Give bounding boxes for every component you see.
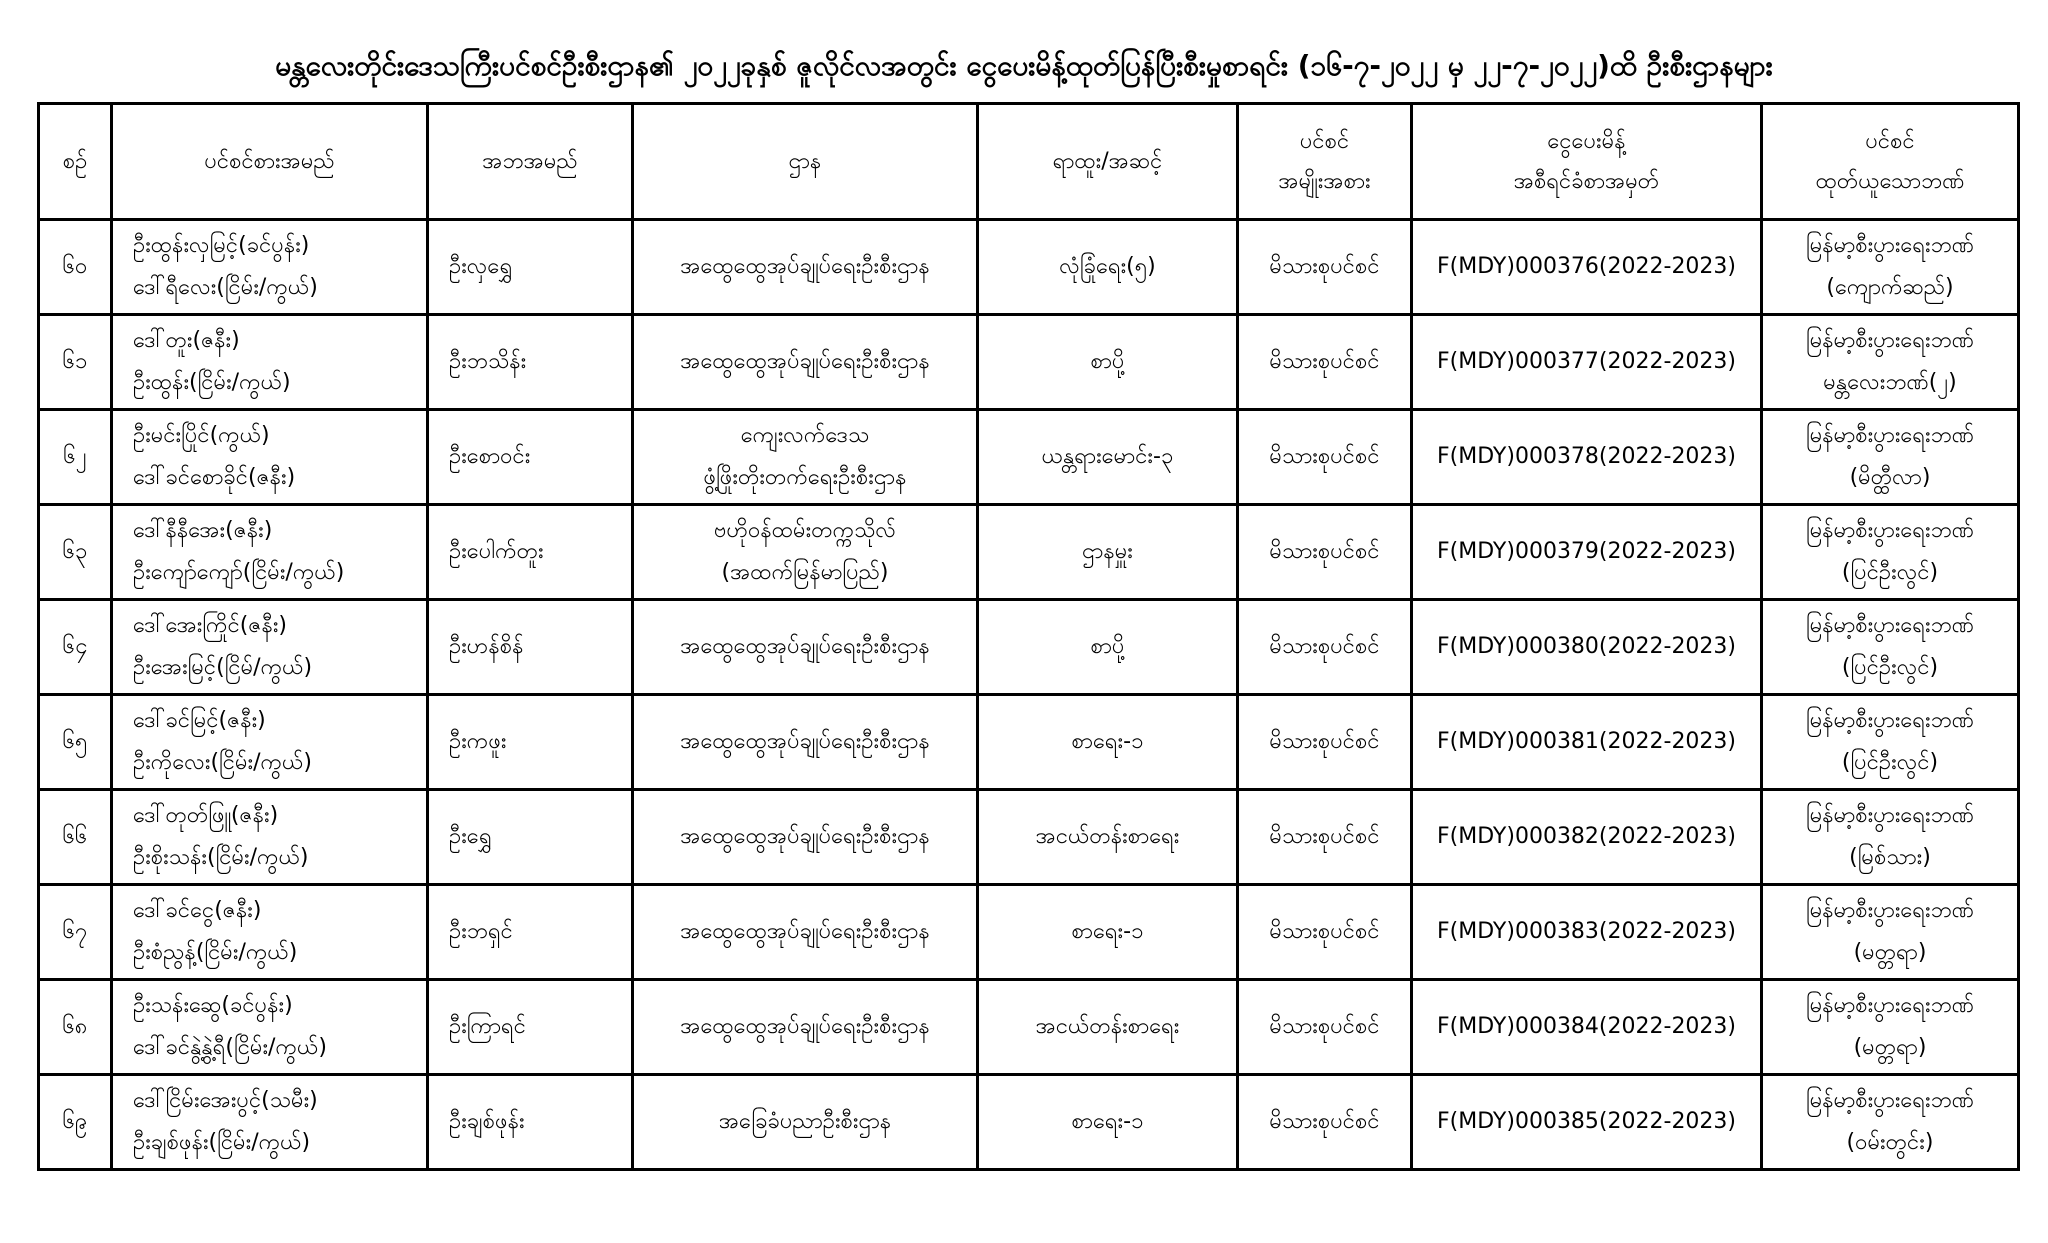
bank: မြန်မာ့စီးပွားရေးဘဏ် (ပြင်ဦးလွင်) (1762, 505, 2019, 600)
pension-type: မိသားစုပင်စင် (1238, 885, 1412, 980)
father-name: ဦးဘသိန်း (428, 315, 633, 410)
row-number: ၆၀ (39, 220, 112, 315)
pension-type: မိသားစုပင်စင် (1238, 695, 1412, 790)
order-number: F(MDY)000383(2022-2023) (1412, 885, 1762, 980)
row-number: ၆၅ (39, 695, 112, 790)
row-number: ၆၈ (39, 980, 112, 1075)
pensioner-name: ဒေါ်ခင်မြင့်(ဇနီး) ဦးကိုလေး(ငြိမ်း/ကွယ်) (112, 695, 428, 790)
bank: မြန်မာ့စီးပွားရေးဘဏ် မန္တလေးဘဏ်(၂) (1762, 315, 2019, 410)
pension-type: မိသားစုပင်စင် (1238, 1075, 1412, 1170)
department: အခြေခံပညာဦးစီးဌာန (633, 1075, 978, 1170)
bank: မြန်မာ့စီးပွားရေးဘဏ် (ကျောက်ဆည်) (1762, 220, 2019, 315)
pensioner-name: ဦးမင်းပြိုင်(ကွယ်) ဒေါ်ခင်စောခိုင်(ဇနီး) (112, 410, 428, 505)
pensioner-name: ဦးထွန်းလှမြင့်(ခင်ပွန်း) ဒေါ်ရီလေး(ငြိမ်း/ကွယ်) (112, 220, 428, 315)
header-rank: ရာထူး/အဆင့် (978, 104, 1238, 220)
rank: လုံခြုံရေး(၅) (978, 220, 1238, 315)
table-header-row (39, 104, 2019, 220)
rank: စာရေး-၁ (978, 885, 1238, 980)
father-name: ဦးရွှေ (428, 790, 633, 885)
pension-type: မိသားစုပင်စင် (1238, 315, 1412, 410)
order-number: F(MDY)000379(2022-2023) (1412, 505, 1762, 600)
pension-type: မိသားစုပင်စင် (1238, 220, 1412, 315)
row-number: ၆၂ (39, 410, 112, 505)
father-name: ဦးပေါက်တူး (428, 505, 633, 600)
bank: မြန်မာ့စီးပွားရေးဘဏ် (မတ္တရာ) (1762, 885, 2019, 980)
bank: မြန်မာ့စီးပွားရေးဘဏ် (မြစ်သား) (1762, 790, 2019, 885)
header-order-number: ငွေပေးမိန့် အစီရင်ခံစာအမှတ် (1412, 104, 1762, 220)
pension-type: မိသားစုပင်စင် (1238, 505, 1412, 600)
order-number: F(MDY)000382(2022-2023) (1412, 790, 1762, 885)
table-row (39, 1075, 2019, 1170)
row-number: ၆၄ (39, 600, 112, 695)
table-row (39, 505, 2019, 600)
table-row (39, 315, 2019, 410)
pension-type: မိသားစုပင်စင် (1238, 980, 1412, 1075)
order-number: F(MDY)000376(2022-2023) (1412, 220, 1762, 315)
father-name: ဦးစောဝင်း (428, 410, 633, 505)
rank: စာပို့ (978, 315, 1238, 410)
pensioner-name: ဒေါ်ခင်ငွေ(ဇနီး) ဦးစံညွန့်(ငြိမ်း/ကွယ်) (112, 885, 428, 980)
department: အထွေထွေအုပ်ချုပ်ရေးဦးစီးဌာန (633, 220, 978, 315)
row-number: ၆၁ (39, 315, 112, 410)
order-number: F(MDY)000378(2022-2023) (1412, 410, 1762, 505)
rank: အငယ်တန်းစာရေး (978, 790, 1238, 885)
page-title: မန္တလေးတိုင်းဒေသကြီးပင်စင်ဦးစီးဌာန၏ ၂၀၂၂ခုနှစ် ဇူလိုင်လအတွင်း ငွေပေးမိန့်ထုတ်ပြန်ပြီးစီးမှုစာရင်း (၁၆-၇-၂၀၂၂ မှ ၂၂-၇-၂၀၂၂)ထိ ဦးစီးဌာနများ (275, 49, 1773, 82)
order-number: F(MDY)000385(2022-2023) (1412, 1075, 1762, 1170)
department: ဗဟိုဝန်ထမ်းတက္ကသိုလ် (အထက်မြန်မာပြည်) (633, 505, 978, 600)
table-row (39, 790, 2019, 885)
bank: မြန်မာ့စီးပွားရေးဘဏ် (မတ္တရာ) (1762, 980, 2019, 1075)
rank: ဌာနမှူး (978, 505, 1238, 600)
order-number: F(MDY)000384(2022-2023) (1412, 980, 1762, 1075)
pension-order-table (37, 102, 2020, 1171)
row-number: ၆၉ (39, 1075, 112, 1170)
father-name: ဦးဘရှင် (428, 885, 633, 980)
header-pensioner: ပင်စင်စားအမည် (112, 104, 428, 220)
table-row (39, 695, 2019, 790)
department: အထွေထွေအုပ်ချုပ်ရေးဦးစီးဌာန (633, 600, 978, 695)
pensioner-name: ဒေါ်တူး(ဇနီး) ဦးထွန်း(ငြိမ်း/ကွယ်) (112, 315, 428, 410)
bank: မြန်မာ့စီးပွားရေးဘဏ် (ဝမ်းတွင်း) (1762, 1075, 2019, 1170)
order-number: F(MDY)000377(2022-2023) (1412, 315, 1762, 410)
table-row (39, 885, 2019, 980)
rank: စာရေး-၁ (978, 695, 1238, 790)
department: ကျေးလက်ဒေသ ဖွံ့ဖြိုးတိုးတက်ရေးဦးစီးဌာန (633, 410, 978, 505)
father-name: ဦးဟန်စိန် (428, 600, 633, 695)
rank: အငယ်တန်းစာရေး (978, 980, 1238, 1075)
bank: မြန်မာ့စီးပွားရေးဘဏ် (မိတ္ထီလာ) (1762, 410, 2019, 505)
father-name: ဦးလှရွှေ (428, 220, 633, 315)
bank: မြန်မာ့စီးပွားရေးဘဏ် (ပြင်ဦးလွင်) (1762, 600, 2019, 695)
table-row (39, 410, 2019, 505)
table-row (39, 600, 2019, 695)
header-no: စဉ် (39, 104, 112, 220)
header-bank: ပင်စင် ထုတ်ယူသောဘဏ် (1762, 104, 2019, 220)
pensioner-name: ဒေါ်နီနီအေး(ဇနီး) ဦးကျော်ကျော်(ငြိမ်း/ကွယ်) (112, 505, 428, 600)
department: အထွေထွေအုပ်ချုပ်ရေးဦးစီးဌာန (633, 885, 978, 980)
pensioner-name: ဒေါ်ငြိမ်းအေးပွင့်(သမီး) ဦးချစ်ဖုန်း(ငြိမ်း/ကွယ်) (112, 1075, 428, 1170)
table-row (39, 220, 2019, 315)
pension-type: မိသားစုပင်စင် (1238, 600, 1412, 695)
pensioner-name: ဦးသန်းဆွေ(ခင်ပွန်း) ဒေါ်ခင်နွဲ့နွဲ့ရီ(ငြိမ်း/ကွယ်) (112, 980, 428, 1075)
header-department: ဌာန (633, 104, 978, 220)
father-name: ဦးချစ်ဖုန်း (428, 1075, 633, 1170)
row-number: ၆၃ (39, 505, 112, 600)
department: အထွေထွေအုပ်ချုပ်ရေးဦးစီးဌာန (633, 790, 978, 885)
order-number: F(MDY)000381(2022-2023) (1412, 695, 1762, 790)
header-pension-type: ပင်စင် အမျိုးအစား (1238, 104, 1412, 220)
department: အထွေထွေအုပ်ချုပ်ရေးဦးစီးဌာန (633, 695, 978, 790)
bank: မြန်မာ့စီးပွားရေးဘဏ် (ပြင်ဦးလွင်) (1762, 695, 2019, 790)
rank: စာပို့ (978, 600, 1238, 695)
pension-type: မိသားစုပင်စင် (1238, 410, 1412, 505)
department: အထွေထွေအုပ်ချုပ်ရေးဦးစီးဌာန (633, 980, 978, 1075)
father-name: ဦးကြာရင် (428, 980, 633, 1075)
pensioner-name: ဒေါ်တုတ်ဖြူ(ဇနီး) ဦးစိုးသန်း(ငြိမ်း/ကွယ်) (112, 790, 428, 885)
rank: စာရေး-၁ (978, 1075, 1238, 1170)
order-number: F(MDY)000380(2022-2023) (1412, 600, 1762, 695)
row-number: ၆၆ (39, 790, 112, 885)
row-number: ၆၇ (39, 885, 112, 980)
pensioner-name: ဒေါ်အေးကြိုင်(ဇနီး) ဦးအေးမြင့်(ငြိမ်/ကွယ်) (112, 600, 428, 695)
father-name: ဦးကဖူး (428, 695, 633, 790)
pension-type: မိသားစုပင်စင် (1238, 790, 1412, 885)
rank: ယန္တရားမောင်း-၃ (978, 410, 1238, 505)
table-row (39, 980, 2019, 1075)
header-father: အဘအမည် (428, 104, 633, 220)
department: အထွေထွေအုပ်ချုပ်ရေးဦးစီးဌာန (633, 315, 978, 410)
